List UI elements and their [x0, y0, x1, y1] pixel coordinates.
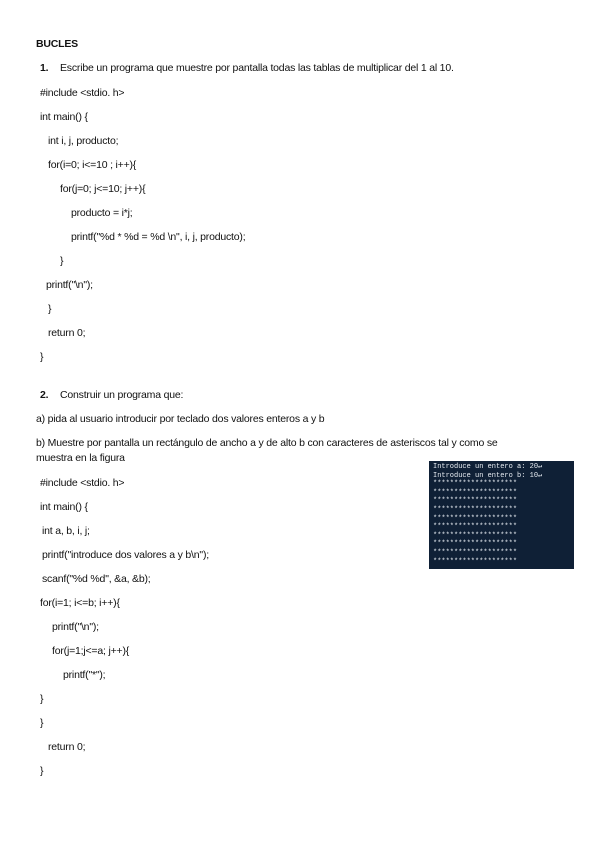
console-line: ******************** — [433, 548, 518, 557]
exercise-2-part-b-cont: muestra en la figura — [36, 452, 125, 464]
console-line: Introduce un entero b: 10↵ — [433, 471, 543, 480]
code2-line: for(j=1;j<=a; j++){ — [52, 645, 130, 657]
code1-line: } — [60, 255, 64, 267]
code2-line: #include <stdio. h> — [40, 477, 125, 489]
code2-line: int a, b, i, j; — [42, 525, 90, 537]
code2-line: int main() { — [40, 501, 88, 513]
code2-line: return 0; — [48, 741, 86, 753]
exercise-1-statement — [40, 61, 454, 75]
console-line: Introduce un entero a: 20↵ — [433, 463, 543, 471]
console-line: ******************** — [433, 540, 518, 549]
exercise-1-number: 1. — [40, 62, 49, 74]
code1-line: for(j=0; j<=10; j++){ — [60, 183, 146, 195]
code1-line: } — [48, 303, 52, 315]
console-output-figure — [429, 461, 574, 569]
exercise-2-text: Construir un programa que: — [60, 389, 184, 401]
code1-line: printf("%d * %d = %d \n", i, j, producto); — [71, 231, 246, 243]
code1-line: int i, j, producto; — [48, 135, 119, 147]
code1-line: printf("\n"); — [46, 279, 93, 291]
console-line: ******************** — [433, 523, 518, 532]
code2-line: for(i=1; i<=b; i++){ — [40, 597, 120, 609]
exercise-2-statement — [40, 388, 183, 402]
doc-title: BUCLES — [36, 38, 78, 50]
code1-line: for(i=0; i<=10 ; i++){ — [48, 159, 137, 171]
exercise-2-part-b: b) Muestre por pantalla un rectángulo de ancho a y de alto b con caracteres de asteriscos tal y como se — [36, 437, 498, 449]
console-line: ******************** — [433, 531, 518, 540]
console-line: ******************** — [433, 514, 518, 523]
code1-line: int main() { — [40, 111, 88, 123]
exercise-2-part-a: a) pida al usuario introducir por teclado dos valores enteros a y b — [36, 413, 325, 425]
code2-line: printf("introduce dos valores a y b\n"); — [42, 549, 209, 561]
code2-line: printf("*"); — [63, 669, 106, 681]
code2-line: } — [40, 717, 44, 729]
code1-line: producto = i*j; — [71, 207, 133, 219]
console-line: ******************** — [433, 557, 518, 566]
console-line: ******************** — [433, 480, 518, 489]
code2-line: } — [40, 765, 44, 777]
exercise-2-number: 2. — [40, 389, 49, 401]
console-line: ******************** — [433, 505, 518, 514]
code1-line: } — [40, 351, 44, 363]
code2-line: scanf("%d %d", &a, &b); — [42, 573, 151, 585]
code2-line: } — [40, 693, 44, 705]
code1-line: return 0; — [48, 327, 86, 339]
console-line: ******************** — [433, 497, 518, 506]
exercise-1-text: Escribe un programa que muestre por pantalla todas las tablas de multiplicar del 1 al 10. — [60, 62, 454, 74]
code1-line: #include <stdio. h> — [40, 87, 125, 99]
console-line: ******************** — [433, 488, 518, 497]
code2-line: printf("\n"); — [52, 621, 99, 633]
